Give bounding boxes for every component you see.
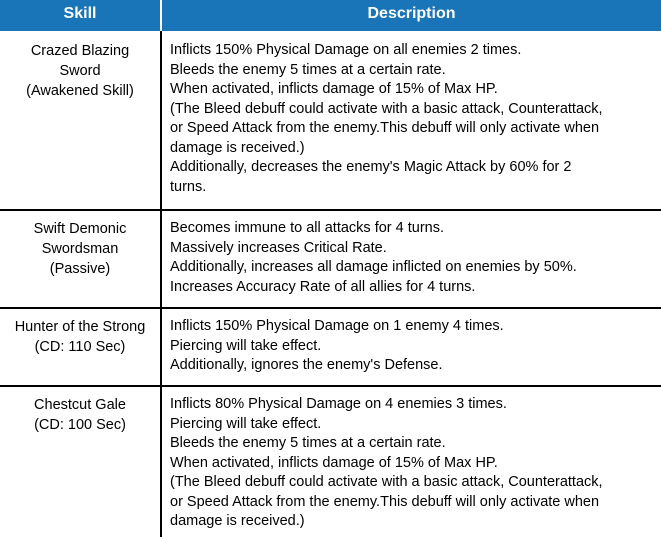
description-line: or Speed Attack from the enemy.This debuff will only activate when [170, 493, 600, 510]
description-line: Additionally, increases all damage inflicted on enemies by 50%. [170, 259, 577, 275]
skill-name-line: (CD: 110 Sec) [34, 339, 126, 355]
description-line: (The Bleed debuff could activate with a basic attack, Counterattack, [170, 100, 603, 117]
skill-name-line: Hunter of the Strong [14, 319, 146, 335]
table-header [0, 0, 661, 31]
description-line: When activated, inflicts damage of 15% of Max HP. [170, 81, 498, 97]
skill-description [170, 219, 660, 297]
description-line: Piercing will take effect. [170, 415, 322, 432]
skill-name-line: Swift Demonic [33, 221, 127, 237]
description-line: Massively increases Critical Rate. [170, 239, 387, 256]
skill-name [0, 219, 160, 279]
skill-name-line: Sword [59, 63, 101, 79]
description-line: Inflicts 150% Physical Damage on all enemies 2 times. [170, 42, 522, 58]
description-line: Additionally, decreases the enemy's Magic Attack by 60% for 2 [170, 159, 572, 175]
description-line: Inflicts 150% Physical Damage on 1 enemy 4 times. [170, 318, 504, 334]
skill-name-line: Chestcut Gale [34, 397, 126, 413]
header-skill: Skill [63, 5, 97, 22]
description-line: Becomes immune to all attacks for 4 turns. [170, 220, 444, 236]
description-line: Bleeds the enemy 5 times at a certain rate. [170, 435, 446, 451]
header-description: Description [367, 5, 456, 22]
table-row [0, 387, 661, 537]
skill-description [170, 317, 660, 376]
description-line: Bleeds the enemy 5 times at a certain rate. [170, 61, 446, 78]
description-line: or Speed Attack from the enemy.This debuff will only activate when [170, 120, 600, 136]
description-line: damage is received.) [170, 513, 305, 529]
skill-name [0, 395, 160, 435]
skill-name-line: (Passive) [49, 261, 111, 277]
description-line: turns. [170, 178, 207, 195]
skill-name [0, 41, 160, 101]
skill-description [170, 41, 660, 197]
skill-name-line: Crazed Blazing [30, 43, 130, 59]
table-row [0, 309, 661, 385]
description-line: Increases Accuracy Rate of all allies for 4 turns. [170, 278, 476, 295]
skill-name-line: Swordsman [41, 241, 119, 257]
table-row [0, 211, 661, 307]
skill-description [170, 395, 660, 532]
description-line: Inflicts 80% Physical Damage on 4 enemies 3 times. [170, 396, 507, 412]
description-line: Additionally, ignores the enemy's Defense. [170, 357, 443, 373]
skill-name-line: (CD: 100 Sec) [34, 417, 126, 433]
skill-name-line: (Awakened Skill) [26, 83, 134, 99]
skill-name [0, 317, 160, 357]
description-line: When activated, inflicts damage of 15% of Max HP. [170, 454, 498, 471]
table-row [0, 31, 661, 209]
description-line: (The Bleed debuff could activate with a basic attack, Counterattack, [170, 474, 603, 490]
description-line: Piercing will take effect. [170, 337, 322, 354]
description-line: damage is received.) [170, 139, 305, 156]
